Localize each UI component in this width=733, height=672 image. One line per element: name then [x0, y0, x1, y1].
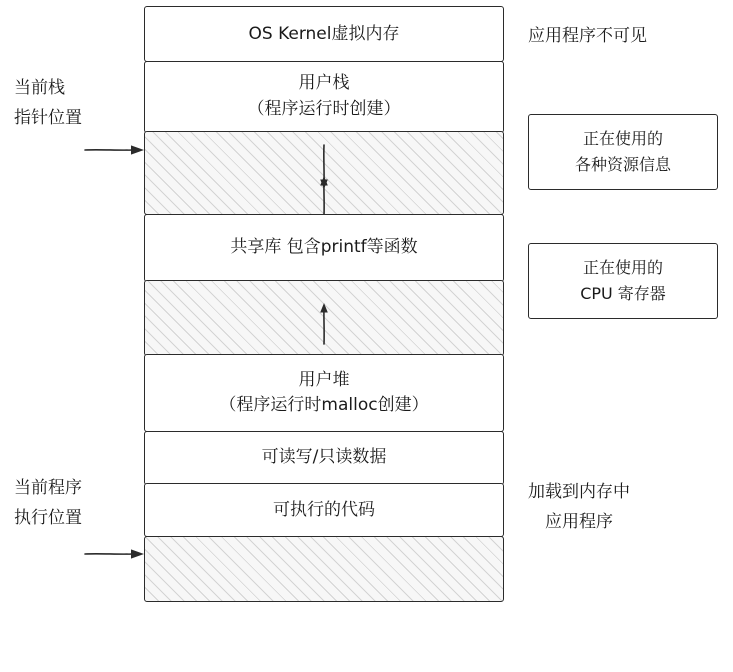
note-line: 各种资源信息 [574, 155, 671, 174]
note-line: 应用程序 [545, 511, 613, 532]
label-line: 执行位置 [14, 507, 82, 528]
note-box-cpu-registers [528, 243, 718, 319]
memory-layout-column [144, 8, 504, 602]
label-line: 当前程序 [14, 478, 82, 498]
note-line: CPU 寄存器 [580, 284, 666, 303]
label-stack-pointer [14, 74, 82, 134]
note-line: 正在使用的 [582, 129, 663, 149]
arrow-right-icon-stack-pointer [84, 142, 146, 158]
note-box-resources [528, 114, 718, 190]
memory-block-label: 用户堆 [298, 369, 350, 390]
memory-block-label: OS Kernel虚拟内存 [248, 23, 400, 44]
note-kernel-invisible [528, 22, 647, 52]
note-loaded-program [528, 478, 630, 538]
memory-block-label: 用户栈 [298, 73, 350, 94]
memory-block-gap-stack-heap [144, 131, 504, 215]
note-line: 加载到内存中 [528, 482, 630, 502]
memory-block-sublabel: （程序运行时malloc创建） [219, 395, 429, 416]
memory-block-code-segment [144, 483, 504, 537]
arrow-up-icon [317, 176, 331, 216]
label-program-counter [14, 474, 82, 534]
note-line: 正在使用的 [582, 258, 663, 278]
arrow-up-icon [317, 303, 331, 345]
memory-block-label: 可读写/只读数据 [261, 447, 387, 468]
label-line: 当前栈 [14, 78, 65, 98]
memory-block-shared-lib [144, 214, 504, 282]
arrow-right-icon-program-counter [84, 546, 146, 562]
memory-block-user-stack [144, 61, 504, 133]
memory-block-label: 可执行的代码 [273, 499, 375, 520]
memory-block-user-heap [144, 354, 504, 432]
memory-block-sublabel: （程序运行时创建） [247, 98, 401, 119]
memory-block-data-segment [144, 431, 504, 485]
label-line: 指针位置 [14, 107, 82, 128]
memory-block-gap-heap-lib [144, 280, 504, 356]
memory-block-label: 共享库 包含printf等函数 [230, 236, 418, 257]
note-line: 应用程序不可见 [528, 26, 647, 46]
memory-block-kernel [144, 6, 504, 62]
memory-block-reserved-bottom [144, 536, 504, 602]
